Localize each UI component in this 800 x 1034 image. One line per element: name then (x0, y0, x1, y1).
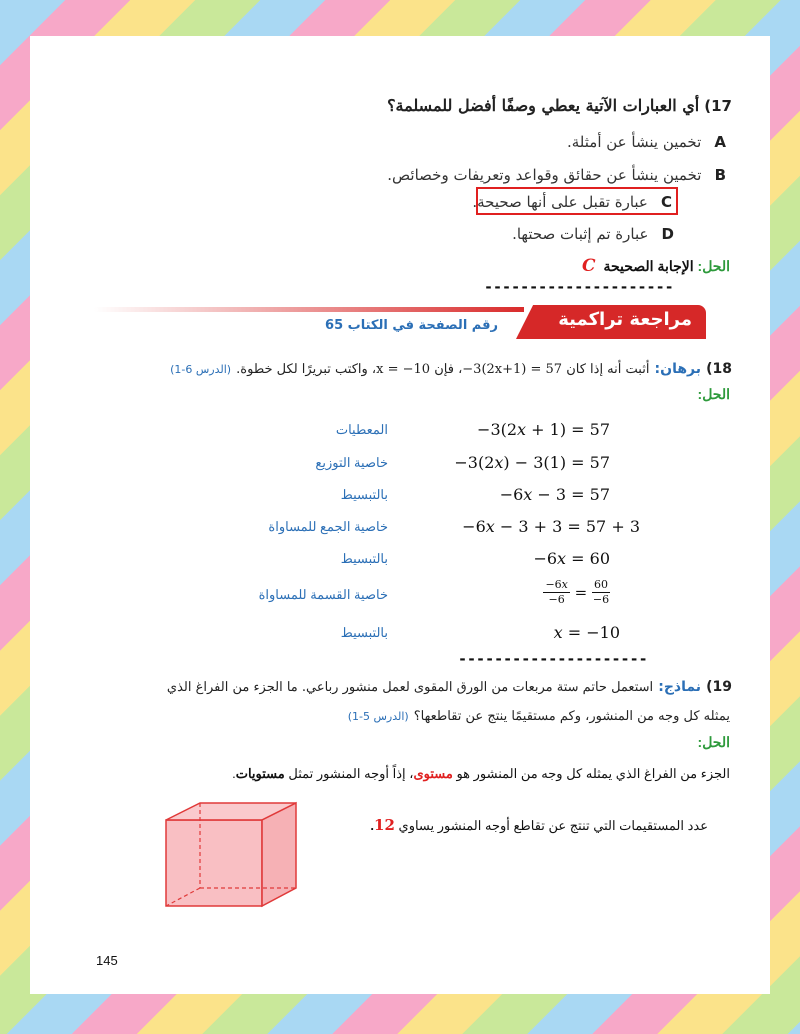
q17-option-text: عبارة تقبل على أنها صحيحة. (472, 193, 648, 211)
q18-question-line (42, 358, 732, 377)
q17-solution (582, 256, 730, 276)
step-math: −6𝑥 − 3 + 3 = 57 + 3 (462, 517, 640, 536)
fraction-right (592, 578, 610, 607)
review-title: مراجعة تراكمية (558, 309, 692, 330)
answer-text: . (232, 766, 236, 781)
q19-line-2 (348, 705, 730, 724)
banner-stripe (94, 307, 524, 312)
q19-answer-2 (370, 816, 708, 834)
q19-text-line2: يمثله كل وجه من المنشور، وكم مستقيمًا ينتج عن تقاطعها؟ (413, 709, 730, 724)
q17-option-letter: B (714, 166, 726, 184)
solution-label: الحل: (697, 258, 730, 274)
step-math-fraction: $\frac{\text{−6𝑥}}{-6}$ = $\frac{60}{-6}$ (545, 578, 610, 606)
q17-option-c (472, 192, 672, 211)
q17-option-text: تخمين ينشأ عن حقائق وقواعد وتعريفات وخصائص. (387, 166, 702, 184)
fraction-denominator: −6 (548, 593, 565, 606)
q17-option-letter: C (660, 193, 672, 211)
fraction-numerator: 60 (594, 578, 608, 591)
fraction-numerator: −6𝑥 (545, 578, 568, 591)
step-reason: المعطيات (335, 422, 388, 437)
answer-text: ، إذاً أوجه المنشور تمثل (288, 766, 414, 781)
q18-lesson-ref: (الدرس 6-1) (170, 363, 232, 376)
cube-figure (162, 800, 302, 910)
answer-text: الجزء من الفراغ الذي يمثله كل وجه من المنشور هو (456, 766, 730, 781)
q17-option-letter: A (714, 133, 726, 151)
step-reason: بالتبسيط (340, 625, 388, 640)
answer-text: عدد المستقيمات التي تنتج عن تقاطع أوجه المنشور يساوي (398, 818, 708, 833)
q18-solution-label: الحل: (697, 386, 730, 402)
q19-answer-1 (232, 766, 730, 782)
step-math: −6𝑥 − 3 = 57 (499, 485, 610, 504)
q19-lesson-ref: (الدرس 5-1) (347, 710, 409, 723)
q17-question-line (72, 96, 732, 115)
worksheet-page (30, 36, 770, 994)
q18-text: أثبت أنه إذا كان 57 = (2x+1)3−، فإن 10− = x، واكتب تبريرًا لكل خطوة. (236, 362, 650, 377)
q19-text-line1: استعمل حاتم ستة مربعات من الورق المقوى لعمل منشور رباعي. ما الجزء من الفراغ الذي (166, 680, 654, 695)
step-math: 𝑥 = −10 (553, 623, 620, 642)
fraction-left (543, 578, 569, 607)
q17-answer-letter: C (582, 256, 596, 276)
step-reason: بالتبسيط (340, 487, 388, 502)
q17-answer-text: الإجابة الصحيحة (603, 258, 694, 274)
answer-bold: مستويات (235, 766, 285, 781)
divider-1: --------------------- (484, 278, 674, 296)
cube-front-face (166, 820, 262, 906)
q18-label: برهان: (654, 361, 702, 377)
step-math: −6𝑥 = 60 (533, 549, 610, 568)
step-math: −3(2𝑥) − 3(1) = 57 (454, 453, 610, 472)
step-reason: بالتبسيط (340, 551, 388, 566)
q19-solution-label: الحل: (697, 734, 730, 750)
q17-option-a (567, 132, 726, 151)
q17-question: أي العبارات الآتية يعطي وصفًا أفضل للمسلمة؟ (387, 96, 700, 115)
answer-highlight: مستوى (413, 766, 453, 781)
q19-label: نماذج: (658, 679, 702, 695)
q17-option-d (512, 224, 674, 243)
step-math: −3(2𝑥 + 1) = 57 (477, 420, 610, 439)
q17-option-text: تخمين ينشأ عن أمثلة. (566, 133, 702, 151)
answer-text: . (370, 818, 375, 833)
q19-line-1 (42, 676, 732, 695)
q19-number: 19) (706, 679, 732, 695)
review-page-ref: رقم الصفحة في الكتاب 65 (325, 318, 498, 333)
q17-option-letter: D (661, 225, 674, 243)
answer-number: 12 (374, 816, 395, 834)
fraction-denominator: −6 (592, 593, 610, 606)
q17-option-b (387, 165, 726, 184)
divider-2: --------------------- (458, 650, 648, 668)
step-reason: خاصية القسمة للمساواة (258, 587, 388, 602)
step-reason: خاصية الجمع للمساواة (268, 519, 388, 534)
step-reason: خاصية التوزيع (315, 455, 388, 470)
cube-side-face (262, 803, 296, 906)
review-banner (94, 305, 706, 341)
q17-option-text: عبارة تم إثبات صحتها. (512, 225, 649, 243)
page-number: 145 (96, 953, 118, 968)
q18-number: 18) (706, 361, 732, 377)
q17-number: 17) (704, 97, 732, 115)
